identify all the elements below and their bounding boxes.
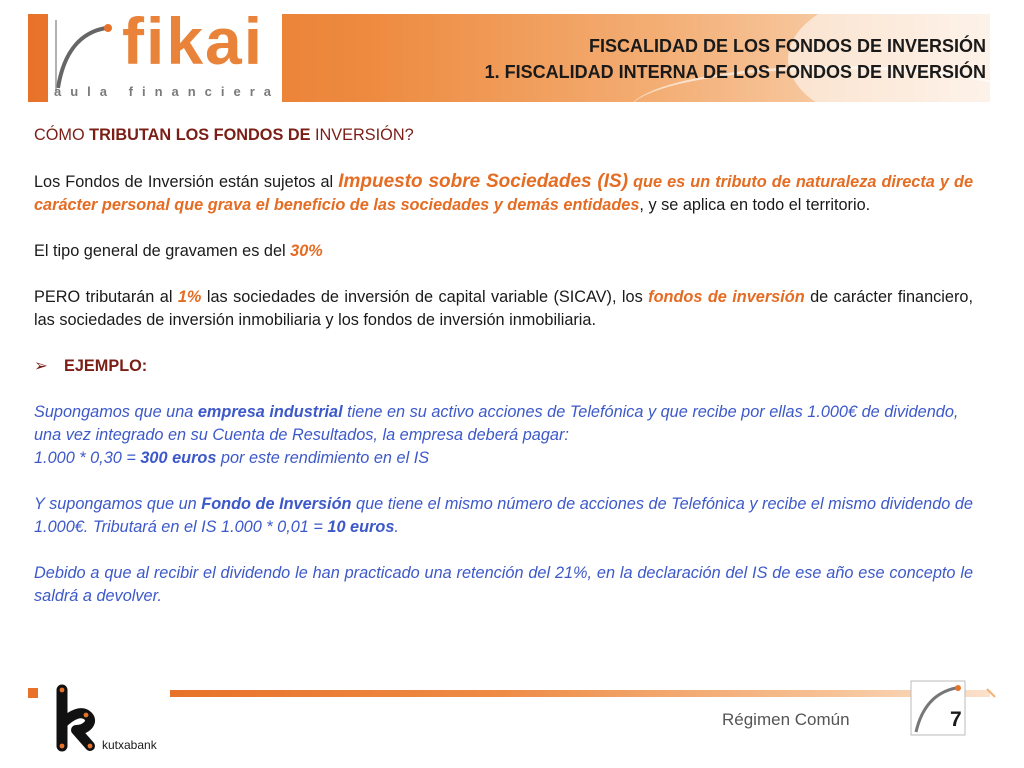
footer-section-label: Régimen Común xyxy=(722,710,850,729)
paragraph-sicav: PERO tributarán al 1% las sociedades de inversión de capital variable (SICAV), los fondos de inversión de carácter financiero, las sociedades de inversión inmobiliaria y los fondos de inversión inmobiliaria. xyxy=(34,288,973,329)
paragraph-is: Los Fondos de Inversión están sujetos al Impuesto sobre Sociedades (IS) que es un tributo de naturaleza directa y de carácter personal que grava el beneficio de las sociedades y demás entidades, y se aplica en todo el territorio. xyxy=(34,171,973,214)
kutxabank-logo-icon xyxy=(50,684,106,754)
page-title: FISCALIDAD DE LOS FONDOS DE INVERSIÓN xyxy=(588,36,986,56)
slide-content xyxy=(34,124,973,608)
example-heading: ➢ EJEMPLO: xyxy=(34,355,973,378)
footer-accent-square xyxy=(28,688,38,698)
arrow-bullet-icon: ➢ xyxy=(34,357,48,375)
example-withholding-note: Debido a que al recibir el dividendo le han practicado una retención del 21%, en la declaración del IS de ese año ese concepto le saldrá a devolver. xyxy=(34,564,973,605)
page-number: 7 xyxy=(950,708,962,731)
footer-brand: kutxabank xyxy=(102,738,157,752)
corner-tick-icon xyxy=(986,688,996,698)
fikai-logo xyxy=(48,4,282,102)
footer-divider xyxy=(170,690,990,697)
logo-word: fikai xyxy=(122,4,265,78)
page-subtitle: 1. FISCALIDAD INTERNA DE LOS FONDOS DE INVERSIÓN xyxy=(484,62,986,82)
fikai-swoosh-icon xyxy=(54,20,114,92)
example-industrial-company: Supongamos que una empresa industrial tiene en su activo acciones de Telefónica y que recibe por ellas 1.000€ de dividendo, una vez integrado en su Cuenta de Resultados, la empresa deberá pagar: 1.000 * 0,30 = 300 euros por este rendimiento en el IS xyxy=(34,403,959,467)
example-investment-fund: Y supongamos que un Fondo de Inversión que tiene el mismo número de acciones de Telefónica y recibe el mismo dividendo de 1.000€. Tributará en el IS 1.000 * 0,01 = 10 euros. xyxy=(34,495,973,536)
logo-subtitle: aula financiera xyxy=(54,84,281,99)
paragraph-tax-rate: El tipo general de gravamen es del 30% xyxy=(34,242,323,260)
section-heading: CÓMO TRIBUTAN LOS FONDOS DE INVERSIÓN? xyxy=(34,126,414,144)
